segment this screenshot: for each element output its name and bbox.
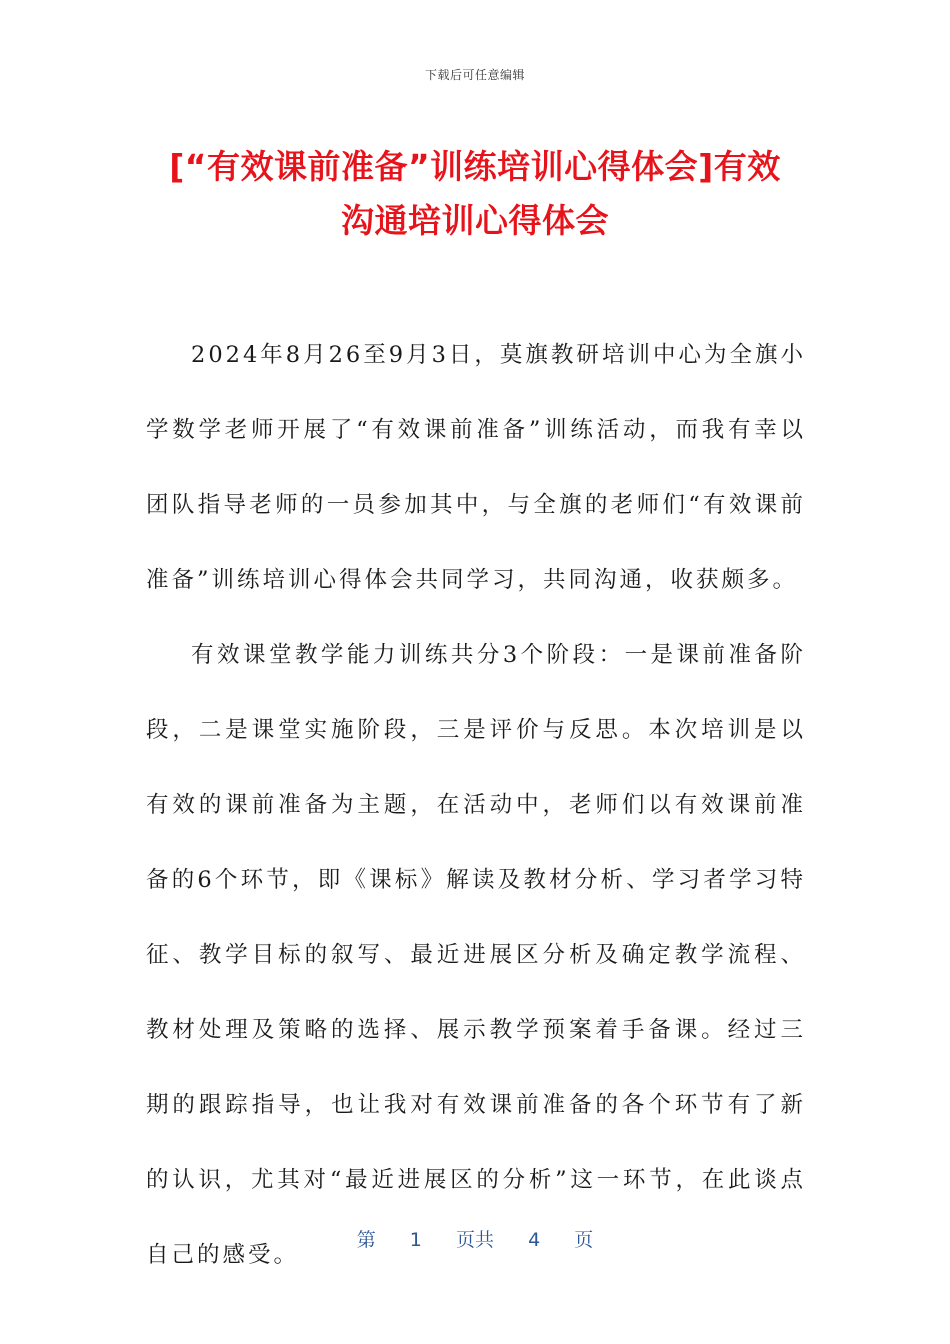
footer-current-page: 1 [409, 1229, 422, 1251]
footer-page-label: 第 [356, 1229, 376, 1251]
paragraph-1: 2024年8月26至9月3日，莫旗教研培训中心为全旗小学数学老师开展了“有效课前准备”训练活动，而我有幸以团队指导老师的一员参加其中，与全旗的老师们“有效课前准备”训练培训心得体会共同学习，共同沟通，收获颇多。 [146, 342, 806, 593]
header-note: 下载后可任意编辑 [424, 68, 525, 82]
document-title [120, 140, 830, 248]
document-body [146, 318, 806, 1293]
title-line-2: 沟通培训心得体会 [341, 201, 609, 240]
paragraph-2: 有效课堂教学能力训练共分3个阶段：一是课前准备阶段，二是课堂实施阶段，三是评价与反思。本次培训是以有效的课前准备为主题，在活动中，老师们以有效课前准备的6个环节，即《课标》解读及教材分析、学习者学习特征、教学目标的叙写、最近进展区分析及确定教学流程、教材处理及策略的选择、展示教学预案着手备课。经过三期的跟踪指导，也让我对有效课前准备的各个环节有了新的认识，尤其对“最近进展区的分析”这一环节，在此谈点自己的感受。 [146, 642, 806, 1268]
footer-end-label: 页 [574, 1229, 594, 1251]
page-footer [0, 1225, 950, 1252]
title-line-1: [“有效课前准备”训练培训心得体会]有效 [169, 147, 781, 186]
footer-total-label: 页共 [455, 1229, 494, 1251]
footer-total-pages: 4 [528, 1229, 541, 1251]
